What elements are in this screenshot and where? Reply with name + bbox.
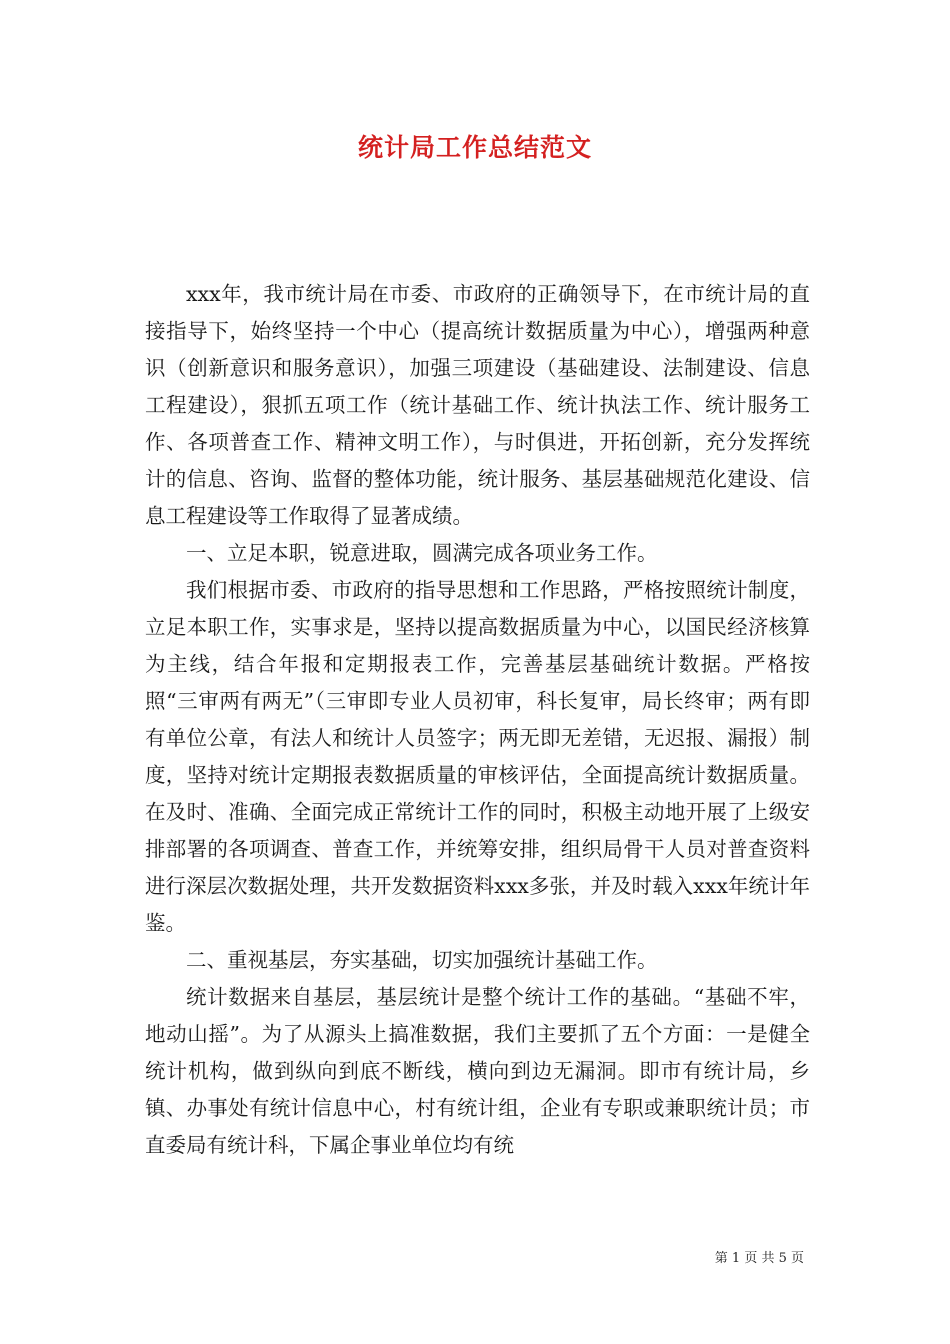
section-heading-2: 二、重视基层，夯实基础，切实加强统计基础工作。 [186, 948, 658, 972]
paragraph-section-1: 我们根据市委、市政府的指导思想和工作思路，严格按照统计制度，立足本职工作，实事求是，坚持以提高数据质量为中心，以国民经济核算为主线，结合年报和定期报表工作，完善基层基础统计数据。严格按照“三审两有两无”（三审即专业人员初审，科长复审，局长终审；两有即有单位公章，有法人和统计人员签字；两无即无差错，无迟报、漏报）制度，坚持对统计定期报表数据质量的审核评估，全面提高统计数据质量。在及时、准确、全面完成正常统计工作的同时，积极主动地开展了上级安排部署的各项调查、普查工作，并统筹安排，组织局骨干人员对普查资料进行深层次数据处理，共开发数据资料xxx多张，并及时载入xxx年统计年鉴。 [145, 578, 810, 935]
paragraph-section-2: 统计数据来自基层，基层统计是整个统计工作的基础。“基础不牢，地动山摇”。为了从源头上搞准数据，我们主要抓了五个方面：一是健全统计机构，做到纵向到底不断线，横向到边无漏洞。即市有统计局，乡镇、办事处有统计信息中心，村有统计组，企业有专职或兼职统计员；市直委局有统计科，下属企事业单位均有统 [145, 985, 810, 1157]
paragraph-intro: xxx年，我市统计局在市委、市政府的正确领导下，在市统计局的直接指导下，始终坚持一个中心（提高统计数据质量为中心），增强两种意识（创新意识和服务意识），加强三项建设（基础建设、法制建设、信息工程建设），狠抓五项工作（统计基础工作、统计执法工作、统计服务工作、各项普查工作、精神文明工作），与时俱进，开拓创新，充分发挥统计的信息、咨询、监督的整体功能，统计服务、基层基础规范化建设、信息工程建设等工作取得了显著成绩。 [145, 282, 810, 528]
page-number-footer: 第 1 页 共 5 页 [714, 1251, 804, 1266]
document-title: 统计局工作总结范文 [357, 133, 592, 162]
document-body [145, 276, 810, 1164]
section-heading-1: 一、立足本职，锐意进取，圆满完成各项业务工作。 [186, 541, 658, 565]
